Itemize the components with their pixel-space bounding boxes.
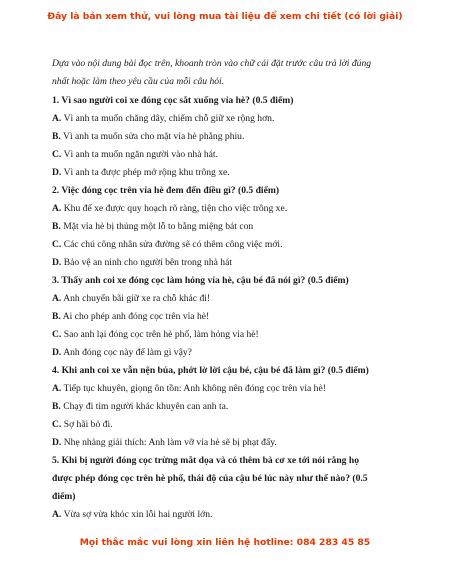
- option-letter: B.: [52, 131, 61, 142]
- option-letter: C.: [52, 149, 62, 160]
- option-text: Sợ hãi bỏ đi.: [63, 419, 113, 430]
- option-letter: D.: [52, 437, 62, 448]
- question-2-option-c: [52, 239, 283, 251]
- question-1-option-b: [52, 131, 244, 143]
- option-text: Bảo vệ an ninh cho người bên trong nhà hát: [63, 257, 232, 268]
- option-letter: C.: [52, 419, 62, 430]
- question-3-option-c: [52, 329, 259, 341]
- intro-line: Dựa vào nội dung bài đọc trên, khoanh tròn vào chữ cái đặt trước câu trả lời đúng: [52, 58, 372, 69]
- question-2-title: 2. Việc đóng cọc trên vỉa hè đem đến điều gì? (0.5 điểm): [52, 185, 280, 196]
- option-letter: C.: [52, 239, 62, 250]
- option-letter: A.: [52, 509, 62, 520]
- option-text: Chạy đi tìm người khác khuyên can anh ta.: [63, 401, 229, 412]
- question-4-option-c: [52, 419, 113, 431]
- option-text: Các chú công nhân sửa đường sẽ có thêm công việc mới.: [63, 239, 283, 250]
- question-1-option-d: [52, 167, 230, 179]
- option-text: Nhẹ nhàng giải thích: Anh làm vỡ vỉa hè sẽ bị phạt đấy.: [63, 437, 277, 448]
- option-letter: D.: [52, 347, 62, 358]
- question-1-option-c: [52, 149, 218, 161]
- option-text: Tiếp tục khuyên, giọng ôn tồn: Anh không nên đóng cọc trên vỉa hè!: [63, 383, 326, 394]
- option-letter: A.: [52, 293, 62, 304]
- question-4-option-a: [52, 383, 326, 395]
- option-text: Vì anh ta muốn chăng dây, chiếm chỗ giữ xe rộng hơn.: [63, 113, 275, 124]
- option-text: Khu để xe được quy hoạch rõ ràng, tiện cho việc trông xe.: [63, 203, 288, 214]
- option-letter: B.: [52, 401, 61, 412]
- option-text: Anh đóng cọc này để làm gì vậy?: [63, 347, 192, 358]
- option-text: Sao anh lại đóng cọc trên hè phố, làm hỏng vỉa hè!: [63, 329, 259, 340]
- option-text: Vì anh ta được phép mở rộng khu trông xe.: [63, 167, 230, 178]
- preview-banner: Đây là bản xem thử, vui lòng mua tài liệu để xem chi tiết (có lời giải): [47, 11, 403, 22]
- question-3-title: 3. Thấy anh coi xe đóng cọc làm hỏng vỉa hè, cậu bé đã nói gì? (0.5 điểm): [52, 275, 349, 286]
- question-5-title-line: điểm): [52, 491, 76, 502]
- question-1-title: 1. Vì sao người coi xe đóng cọc sắt xuống vỉa hè? (0.5 điểm): [52, 95, 294, 106]
- question-4-option-d: [52, 437, 277, 449]
- question-2-option-d: [52, 257, 232, 269]
- question-1-option-a: [52, 113, 274, 125]
- question-2-option-b: [52, 221, 253, 233]
- option-text: Mặt vỉa hè bị thủng một lỗ to bằng miệng bát con: [63, 221, 254, 232]
- question-4-option-b: [52, 401, 228, 413]
- option-text: Anh chuyển bãi giữ xe ra chỗ khác đi!: [63, 293, 211, 304]
- option-letter: A.: [52, 113, 62, 124]
- option-letter: A.: [52, 203, 62, 214]
- question-4-title: 4. Khi anh coi xe vẫn nện búa, phớt lờ lời cậu bé, cậu bé đã làm gì? (0.5 điểm): [52, 365, 369, 376]
- option-letter: D.: [52, 257, 62, 268]
- question-5-option-a: [52, 509, 212, 521]
- question-2-option-a: [52, 203, 287, 215]
- option-text: Vì anh ta muốn ngăn người vào nhà hát.: [63, 149, 218, 160]
- option-letter: C.: [52, 329, 62, 340]
- option-letter: B.: [52, 311, 61, 322]
- question-3-option-b: [52, 311, 209, 323]
- option-text: Vì anh ta muốn sửa cho mặt vỉa hè phẳng phiu.: [63, 131, 245, 142]
- option-text: Vừa sợ vừa khóc xin lỗi hai người lớn.: [63, 509, 213, 520]
- option-letter: D.: [52, 167, 62, 178]
- question-5-title-line: được phép đóng cọc trên hè phố, thái độ của cậu bé lúc này như thế nào? (0.5: [52, 473, 368, 484]
- question-3-option-a: [52, 293, 210, 305]
- question-5-title-line: 5. Khi bị người đóng cọc trừng mắt dọa và có thêm bà cơ xe tới nói rằng họ: [52, 455, 360, 466]
- option-letter: B.: [52, 221, 61, 232]
- intro-line: nhất hoặc làm theo yêu cầu của mỗi câu hỏi.: [52, 76, 225, 87]
- hotline-banner: Mọi thắc mắc vui lòng xin liên hệ hotline: 084 283 45 85: [79, 537, 371, 548]
- question-3-option-d: [52, 347, 192, 359]
- option-text: Ai cho phép anh đóng cọc trên vỉa hè!: [62, 311, 210, 322]
- option-letter: A.: [52, 383, 62, 394]
